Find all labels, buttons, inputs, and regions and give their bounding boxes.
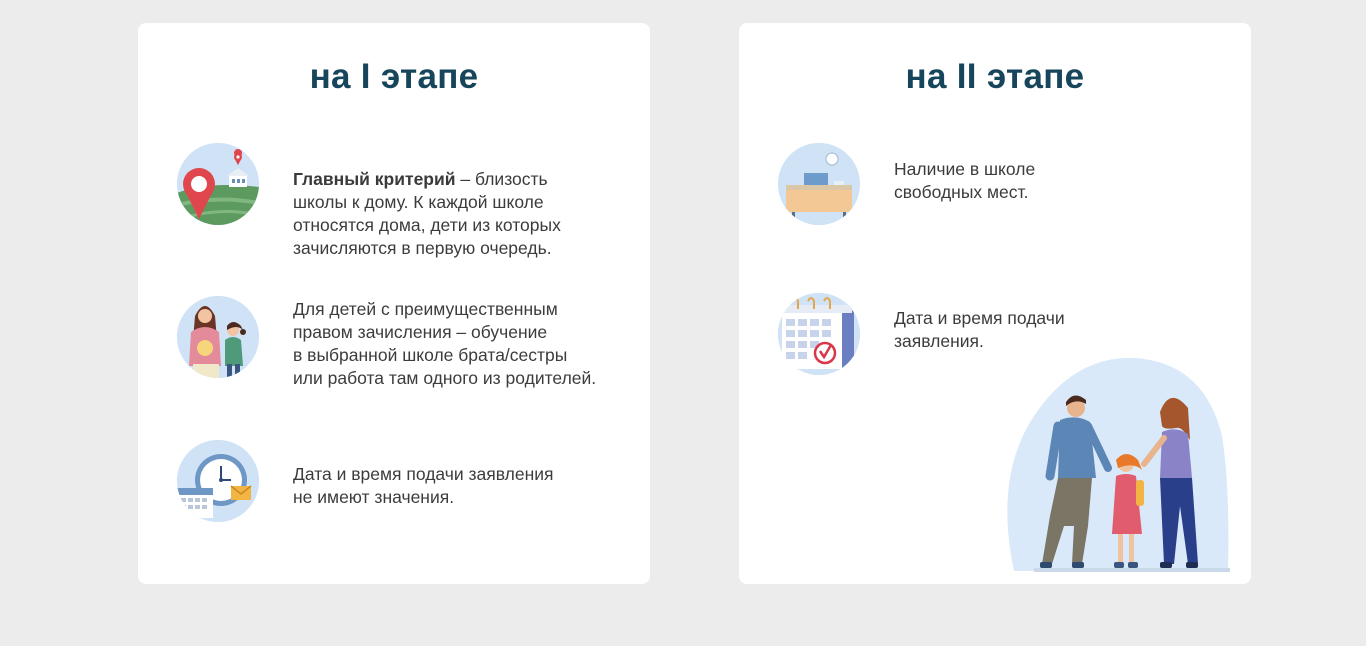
stage-1-item-proximity-text: Главный критерий – близость школы к дому. К каждой школе относятся дома, дети из которых зачисляются в первую очередь.: [293, 169, 561, 258]
stage-2-item-free-places-text: Наличие в школе свободных мест.: [894, 159, 1036, 202]
map-pin-school-icon: [177, 143, 259, 225]
stage-2-title: на II этапе: [905, 57, 1085, 96]
school-desk-icon: [778, 143, 860, 225]
stage-2-card: [739, 23, 1251, 584]
stage-1-card: [138, 23, 650, 584]
calendar-check-icon: [778, 293, 860, 375]
main-criterion-label: Главный критерий: [293, 169, 456, 189]
stage-1-title: на I этапе: [309, 57, 479, 96]
stage-2-item-datetime-text: Дата и время подачи заявления.: [894, 308, 1065, 351]
mother-child-icon: [177, 296, 259, 378]
stage-1-item-priority-right-text: Для детей с преимущественным правом зачисления – обучение в выбранной школе брата/сестры или работа там одного из родителей.: [293, 299, 597, 388]
clock-calendar-icon: [177, 440, 259, 522]
family-illustration: [1004, 356, 1236, 584]
stage-1-item-datetime-text: Дата и время подачи заявления не имеют значения.: [293, 464, 554, 507]
